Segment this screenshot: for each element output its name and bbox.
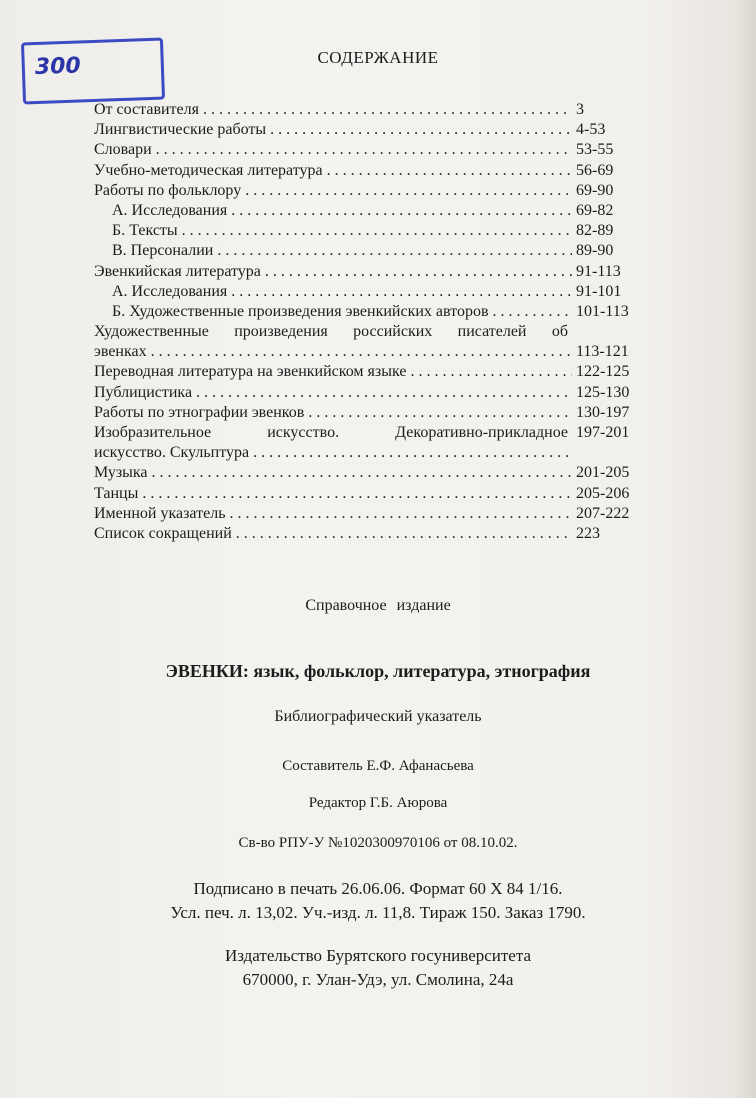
- toc-entry: [94, 121, 634, 141]
- toc-entry: [94, 464, 634, 484]
- toc-entry-label: Художественные произведения российских писателей об: [94, 323, 568, 341]
- toc-entry: [94, 141, 634, 161]
- toc-entry-page: 82-89: [576, 222, 614, 240]
- toc-entry-page: 101-113: [576, 302, 629, 320]
- toc-leader-dots: [308, 404, 572, 422]
- toc-entry-label: Именной указатель: [94, 504, 226, 522]
- publisher-name: Издательство Бурятского госуниверситета: [224, 946, 532, 965]
- contents-title: СОДЕРЖАНИЕ: [317, 48, 439, 67]
- toc-entry-label: От составителя: [94, 101, 199, 118]
- toc-entry-label: А. Исследования: [112, 282, 228, 300]
- table-of-contents: [94, 101, 634, 545]
- toc-entry: [94, 222, 634, 242]
- toc-entry: [94, 384, 634, 404]
- toc-entry: [94, 485, 634, 505]
- toc-entry-label: Работы по фольклору: [94, 181, 242, 199]
- toc-entry: [94, 242, 634, 262]
- toc-entry-page: 56-69: [576, 161, 614, 179]
- toc-entry-label: В. Персоналии: [112, 242, 214, 260]
- toc-entry: [94, 101, 634, 121]
- toc-leader-dots: [182, 222, 572, 240]
- toc-leader-dots: [217, 242, 572, 260]
- toc-entry-page: 201-205: [576, 464, 630, 482]
- toc-leader-dots: [236, 525, 572, 543]
- toc-entry: [94, 363, 634, 383]
- toc-entry-label: Б. Тексты: [112, 222, 178, 240]
- toc-entry: [94, 202, 634, 222]
- toc-entry-page: 197-201: [576, 424, 630, 441]
- toc-leader-dots: [253, 444, 572, 462]
- toc-leader-dots: [196, 384, 572, 402]
- stamp-handwritten-number: 300: [34, 53, 82, 81]
- toc-entry-page: 91-101: [576, 282, 622, 300]
- edition-kind: Справочное издание: [305, 597, 451, 614]
- compiler-credit: Составитель Е.Ф. Афанасьева: [282, 758, 474, 774]
- book-title: ЭВЕНКИ: язык, фольклор, литература, этнография: [165, 661, 591, 681]
- toc-entry: [94, 182, 634, 202]
- toc-leader-dots: [203, 101, 572, 119]
- toc-leader-dots: [231, 283, 572, 301]
- toc-entry-page: 3: [576, 101, 584, 118]
- toc-entry-page: 130-197: [576, 403, 630, 421]
- toc-entry-page: 207-222: [576, 504, 630, 522]
- toc-entry-page: 89-90: [576, 242, 614, 260]
- publisher-address: 670000, г. Улан-Удэ, ул. Смолина, 24а: [242, 970, 514, 989]
- toc-entry-page: 125-130: [576, 383, 630, 401]
- toc-entry-page: 205-206: [576, 484, 630, 502]
- toc-entry: [94, 162, 634, 182]
- toc-entry: [94, 323, 634, 343]
- toc-entry: [94, 283, 634, 303]
- toc-entry-label: Учебно-методическая литература: [94, 161, 323, 179]
- toc-entry: [94, 343, 634, 363]
- toc-entry-label: искусство. Скульптура: [94, 444, 250, 462]
- toc-leader-dots: [229, 505, 572, 523]
- toc-entry-page: 4-53: [576, 121, 606, 139]
- page-edge-shadow: [734, 0, 756, 1098]
- toc-leader-dots: [270, 121, 572, 139]
- toc-entry-label: Музыка: [94, 464, 148, 482]
- toc-entry: [94, 525, 634, 545]
- toc-entry: [94, 263, 634, 283]
- print-run-line: Усл. печ. л. 13,02. Уч.-изд. л. 11,8. Тираж 150. Заказ 1790.: [170, 903, 586, 922]
- book-subtitle: Библиографический указатель: [274, 708, 482, 725]
- toc-entry-label: А. Исследования: [112, 201, 228, 219]
- toc-entry-page: 69-82: [576, 201, 614, 219]
- toc-entry-label: Танцы: [94, 484, 139, 502]
- toc-entry-page: 91-113: [576, 262, 621, 280]
- toc-entry-label: Изобразительное искусство. Декоративно-прикладное: [94, 424, 568, 441]
- toc-leader-dots: [231, 202, 572, 220]
- toc-entry-page: 69-90: [576, 181, 614, 199]
- toc-entry: [94, 404, 634, 424]
- toc-entry: [94, 505, 634, 525]
- toc-leader-dots: [265, 263, 572, 281]
- toc-entry-label: Список сокращений: [94, 524, 232, 542]
- license-number: Св-во РПУ-У №1020300970106 от 08.10.02.: [238, 835, 518, 851]
- toc-entry: [94, 424, 634, 444]
- toc-entry: [94, 444, 634, 464]
- toc-leader-dots: [410, 363, 572, 381]
- toc-entry-label: Словари: [94, 141, 152, 159]
- toc-entry: [94, 303, 634, 323]
- toc-entry-page: 122-125: [576, 363, 630, 381]
- toc-leader-dots: [152, 464, 572, 482]
- toc-leader-dots: [142, 485, 572, 503]
- toc-entry-label: эвенках: [94, 343, 147, 361]
- toc-entry-label: Публицистика: [94, 383, 193, 401]
- toc-leader-dots: [156, 141, 572, 159]
- toc-entry-label: Эвенкийская литература: [94, 262, 261, 280]
- toc-leader-dots: [245, 182, 572, 200]
- editor-credit: Редактор Г.Б. Аюрова: [308, 795, 448, 811]
- toc-entry-page: 53-55: [576, 141, 614, 159]
- toc-entry-label: Лингвистические работы: [94, 121, 267, 139]
- toc-leader-dots: [327, 162, 572, 180]
- toc-entry-page: 113-121: [576, 343, 629, 361]
- toc-leader-dots: [151, 343, 572, 361]
- toc-entry-label: Б. Художественные произведения эвенкийских авторов: [112, 302, 489, 320]
- toc-leader-dots: [493, 303, 573, 321]
- toc-entry-label: Переводная литература на эвенкийском языке: [94, 363, 407, 381]
- toc-entry-page: 223: [576, 524, 600, 542]
- print-signed-line: Подписано в печать 26.06.06. Формат 60 X 84 1/16.: [193, 879, 563, 898]
- toc-entry-label: Работы по этнографии эвенков: [94, 403, 305, 421]
